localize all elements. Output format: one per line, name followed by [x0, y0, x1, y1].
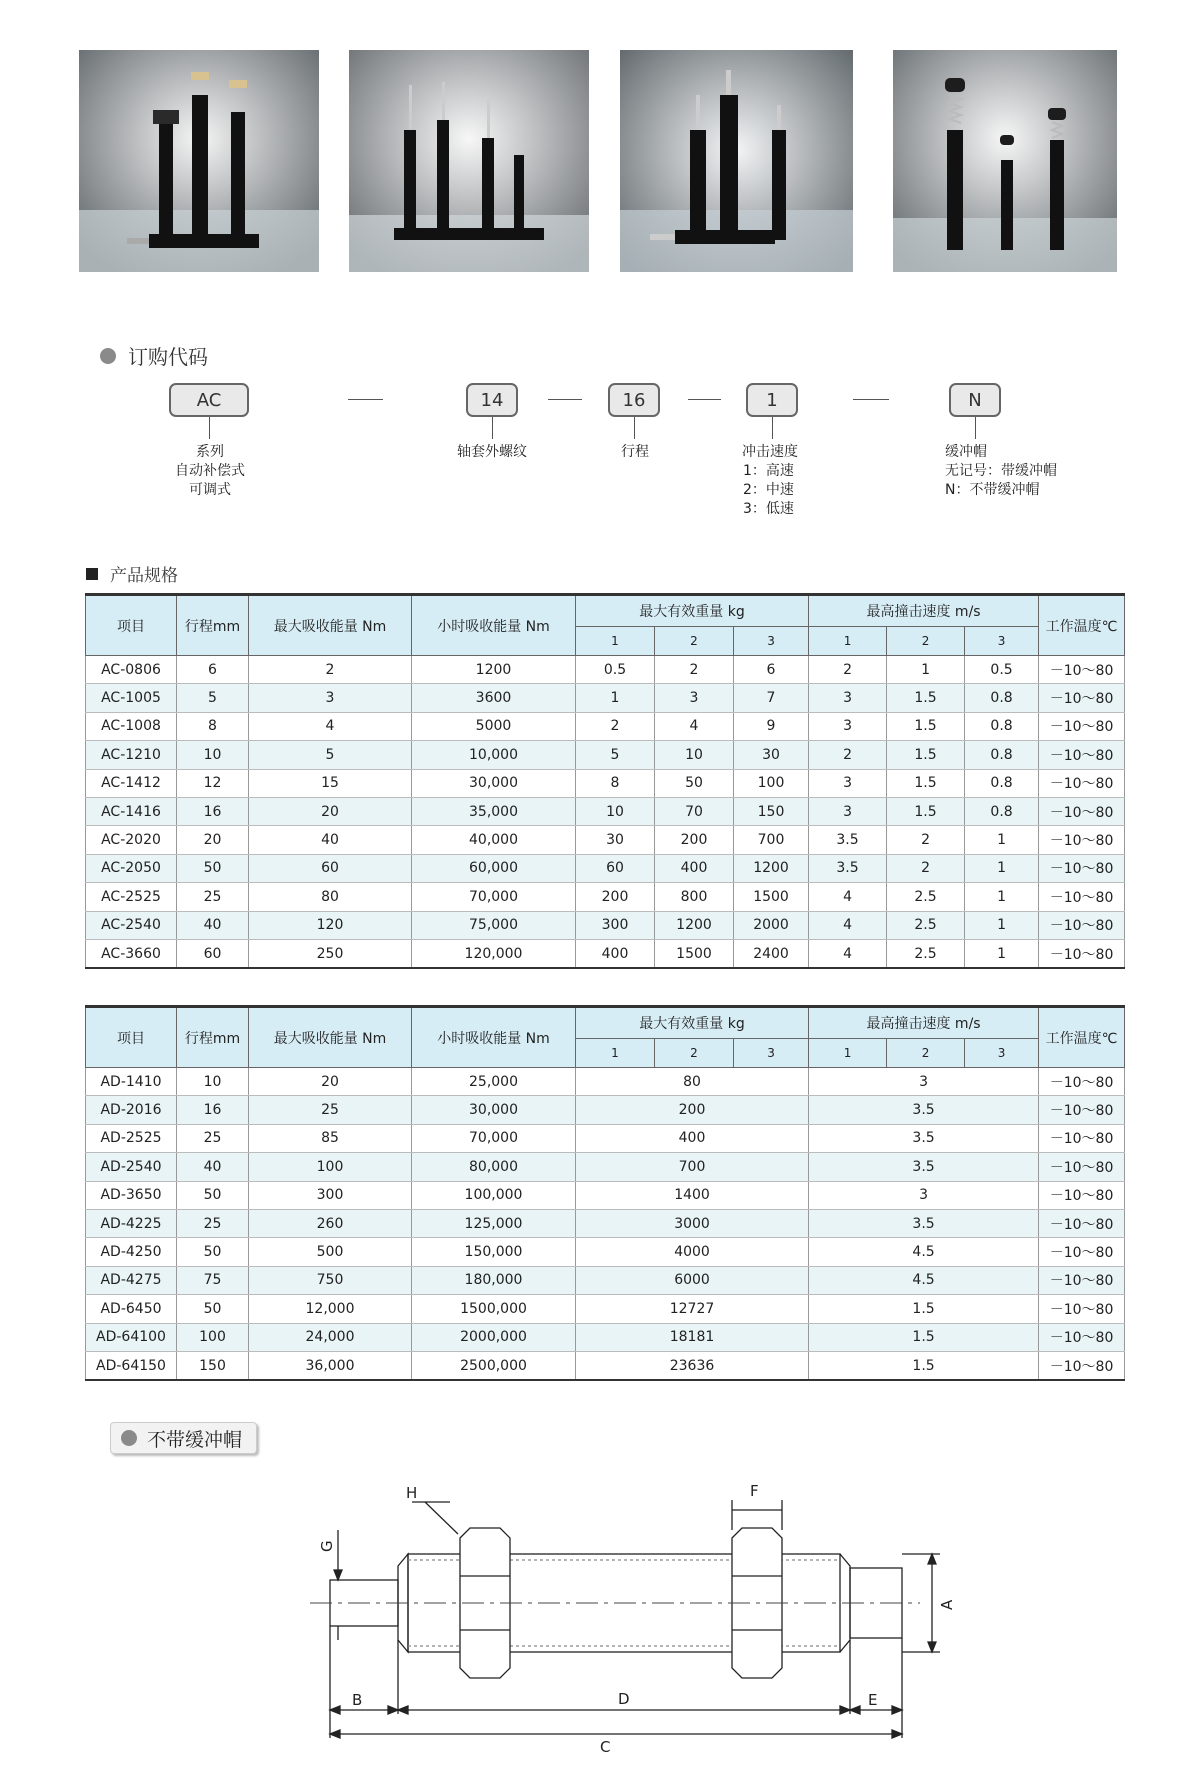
code-box-cap: N	[949, 383, 1001, 417]
table-cell: 2000,000	[412, 1323, 576, 1351]
table-cell: 20	[249, 797, 412, 825]
table-cell: －10～80	[1039, 684, 1125, 712]
code-desc-stroke: 行程	[621, 444, 649, 460]
table-cell: 3	[809, 712, 887, 740]
table-cell: 8	[576, 769, 655, 797]
table-cell: 4.5	[809, 1238, 1039, 1266]
table-cell: 400	[655, 854, 734, 882]
table-cell: 70	[655, 797, 734, 825]
table-cell: 40	[177, 1153, 249, 1181]
table-cell: AC-1005	[86, 684, 177, 712]
table-cell: 4.5	[809, 1266, 1039, 1294]
col-max-energy: 最大吸收能量 Nm	[249, 1007, 412, 1068]
col-max-weight: 最大有效重量 kg	[576, 595, 809, 627]
table-cell: －10～80	[1039, 1209, 1125, 1237]
table-cell: 50	[177, 1238, 249, 1266]
col-max-speed: 最高撞击速度 m/s	[809, 595, 1039, 627]
table-cell: AC-2050	[86, 854, 177, 882]
table-cell: 5	[576, 741, 655, 769]
table-cell: 2	[576, 712, 655, 740]
table-cell: 5000	[412, 712, 576, 740]
table-cell: 1.5	[887, 684, 965, 712]
table-cell: 20	[177, 826, 249, 854]
table-cell: 5	[249, 741, 412, 769]
table-cell: 1400	[576, 1181, 809, 1209]
table-cell: －10～80	[1039, 1323, 1125, 1351]
table-cell: 2500,000	[412, 1351, 576, 1380]
table-cell: 4	[655, 712, 734, 740]
table-cell: 16	[177, 1096, 249, 1124]
table-cell: 1200	[734, 854, 809, 882]
table-cell: －10～80	[1039, 1124, 1125, 1152]
col-temp: 工作温度℃	[1039, 595, 1125, 656]
table-cell: 150	[734, 797, 809, 825]
product-photo-2	[349, 50, 589, 272]
table-cell: 50	[177, 1181, 249, 1209]
table-cell: 300	[576, 911, 655, 939]
table-cell: 4000	[576, 1238, 809, 1266]
table-cell: AD-2016	[86, 1096, 177, 1124]
bullet-square-icon	[86, 568, 98, 580]
code-desc-cap: 缓冲帽 无记号：带缓冲帽 N：不带缓冲帽	[945, 444, 1057, 498]
col-stroke: 行程mm	[177, 1007, 249, 1068]
table-cell: 1	[965, 854, 1039, 882]
sub-col: 1	[809, 1039, 887, 1068]
table-row	[86, 1351, 1125, 1380]
table-cell: －10～80	[1039, 1351, 1125, 1380]
table-cell: 1.5	[809, 1323, 1039, 1351]
table-cell: 6000	[576, 1266, 809, 1294]
table-cell: －10～80	[1039, 797, 1125, 825]
table-cell: 1.5	[887, 797, 965, 825]
col-hour-energy: 小时吸收能量 Nm	[412, 1007, 576, 1068]
table-cell: 1	[965, 939, 1039, 968]
table-cell: －10～80	[1039, 656, 1125, 684]
table-cell: 40	[249, 826, 412, 854]
table-cell: 6	[734, 656, 809, 684]
table-cell: AD-64100	[86, 1323, 177, 1351]
code-stem	[209, 417, 210, 439]
table-cell: －10～80	[1039, 854, 1125, 882]
drawing-title: 不带缓冲帽	[110, 1422, 257, 1454]
table-cell: 30	[734, 741, 809, 769]
table-cell: 25,000	[412, 1068, 576, 1096]
table-row	[86, 1124, 1125, 1152]
table-cell: 1	[965, 911, 1039, 939]
code-box-stroke: 16	[608, 383, 660, 417]
table-cell: 2	[809, 656, 887, 684]
table-cell: 150,000	[412, 1238, 576, 1266]
sub-col: 2	[655, 1039, 734, 1068]
table-cell: AC-1412	[86, 769, 177, 797]
table-row	[86, 826, 1125, 854]
col-max-energy: 最大吸收能量 Nm	[249, 595, 412, 656]
table-cell: 2	[887, 854, 965, 882]
table-cell: 260	[249, 1209, 412, 1237]
table-row	[86, 1068, 1125, 1096]
table-cell: －10～80	[1039, 712, 1125, 740]
table-cell: 125,000	[412, 1209, 576, 1237]
table-row	[86, 911, 1125, 939]
table-cell: 16	[177, 797, 249, 825]
col-max-speed: 最高撞击速度 m/s	[809, 1007, 1039, 1039]
col-max-weight: 最大有效重量 kg	[576, 1007, 809, 1039]
table-cell: 500	[249, 1238, 412, 1266]
table-cell: AD-2540	[86, 1153, 177, 1181]
table-cell: 5	[177, 684, 249, 712]
sub-col: 2	[887, 1039, 965, 1068]
table-cell: 10,000	[412, 741, 576, 769]
dim-label-d: D	[618, 1690, 630, 1708]
table-cell: 1500	[655, 939, 734, 968]
table-cell: 50	[177, 854, 249, 882]
dim-label-a: A	[938, 1599, 956, 1610]
table-cell: 0.5	[965, 656, 1039, 684]
table-cell: 40	[177, 911, 249, 939]
table-cell: 300	[249, 1181, 412, 1209]
table-cell: AD-6450	[86, 1295, 177, 1323]
col-temp: 工作温度℃	[1039, 1007, 1125, 1068]
table-cell: 2.5	[887, 939, 965, 968]
dim-label-g: G	[318, 1540, 336, 1552]
table-cell: 20	[249, 1068, 412, 1096]
table-cell: 0.8	[965, 741, 1039, 769]
dim-label-e: E	[868, 1691, 878, 1709]
table-row	[86, 1323, 1125, 1351]
table-cell: 3.5	[809, 1096, 1039, 1124]
table-cell: 10	[177, 741, 249, 769]
table-row	[86, 1181, 1125, 1209]
table-cell: AD-2525	[86, 1124, 177, 1152]
dim-label-f: F	[750, 1482, 759, 1500]
table-cell: 1.5	[809, 1351, 1039, 1380]
table-cell: 3	[809, 797, 887, 825]
table-cell: 1.5	[887, 769, 965, 797]
table-cell: 2.5	[887, 883, 965, 911]
table-cell: 100	[249, 1153, 412, 1181]
table-cell: 180,000	[412, 1266, 576, 1294]
table-cell: 75,000	[412, 911, 576, 939]
table-cell: 1500,000	[412, 1295, 576, 1323]
col-stroke: 行程mm	[177, 595, 249, 656]
table-cell: 30	[576, 826, 655, 854]
table-cell: 400	[576, 939, 655, 968]
product-photo-4	[893, 50, 1117, 272]
table-cell: －10～80	[1039, 883, 1125, 911]
bullet-dot-icon	[100, 348, 116, 364]
table-cell: －10～80	[1039, 1181, 1125, 1209]
table-cell: 23636	[576, 1351, 809, 1380]
table-row	[86, 883, 1125, 911]
table-cell: 700	[576, 1153, 809, 1181]
table-row	[86, 854, 1125, 882]
table-cell: 0.8	[965, 712, 1039, 740]
table-cell: 75	[177, 1266, 249, 1294]
table-row	[86, 1153, 1125, 1181]
table-cell: AC-3660	[86, 939, 177, 968]
table-cell: 1.5	[887, 712, 965, 740]
table-cell: －10～80	[1039, 939, 1125, 968]
table-cell: 3000	[576, 1209, 809, 1237]
table-cell: 50	[655, 769, 734, 797]
table-cell: －10～80	[1039, 826, 1125, 854]
code-box-speed: 1	[746, 383, 798, 417]
order-code-title: 订购代码	[100, 341, 208, 370]
table-row	[86, 684, 1125, 712]
specs-title: 产品规格	[86, 561, 178, 586]
table-cell: AC-1210	[86, 741, 177, 769]
table-row	[86, 769, 1125, 797]
bullet-dot-icon	[121, 1430, 137, 1446]
table-cell: －10～80	[1039, 1096, 1125, 1124]
table-cell: 1	[965, 883, 1039, 911]
table-cell: 30,000	[412, 1096, 576, 1124]
table-cell: 12	[177, 769, 249, 797]
table-cell: AD-4275	[86, 1266, 177, 1294]
table-cell: 1.5	[887, 741, 965, 769]
table-cell: AC-1416	[86, 797, 177, 825]
table-cell: AD-1410	[86, 1068, 177, 1096]
table-cell: 2.5	[887, 911, 965, 939]
col-hour-energy: 小时吸收能量 Nm	[412, 595, 576, 656]
table-row	[86, 656, 1125, 684]
table-row	[86, 1295, 1125, 1323]
table-cell: 50	[177, 1295, 249, 1323]
table-cell: 9	[734, 712, 809, 740]
sub-col: 3	[734, 1039, 809, 1068]
table-cell: 1	[965, 826, 1039, 854]
table-cell: 0.5	[576, 656, 655, 684]
code-box-series: AC	[169, 383, 249, 417]
table-cell: 3.5	[809, 1153, 1039, 1181]
table-cell: 60	[177, 939, 249, 968]
table-cell: 120	[249, 911, 412, 939]
code-desc-speed: 冲击速度 1：高速 2：中速 3：低速	[742, 444, 798, 517]
ad-spec-table	[85, 1005, 1125, 1381]
table-cell: 2400	[734, 939, 809, 968]
table-cell: 7	[734, 684, 809, 712]
table-cell: 4	[809, 939, 887, 968]
table-cell: 800	[655, 883, 734, 911]
table-cell: 2	[809, 741, 887, 769]
table-cell: 400	[576, 1124, 809, 1152]
table-cell: 4	[809, 911, 887, 939]
table-cell: AD-64150	[86, 1351, 177, 1380]
table-cell: 70,000	[412, 883, 576, 911]
table-cell: －10～80	[1039, 1266, 1125, 1294]
table-cell: 1	[887, 656, 965, 684]
table-row	[86, 1096, 1125, 1124]
table-cell: 10	[177, 1068, 249, 1096]
table-cell: 4	[249, 712, 412, 740]
table-cell: 10	[576, 797, 655, 825]
table-cell: 40,000	[412, 826, 576, 854]
table-cell: 3	[809, 1068, 1039, 1096]
sub-col: 3	[965, 1039, 1039, 1068]
table-cell: 12727	[576, 1295, 809, 1323]
dim-label-c: C	[600, 1738, 611, 1756]
table-cell: AD-4225	[86, 1209, 177, 1237]
table-cell: 12,000	[249, 1295, 412, 1323]
table-cell: 25	[177, 883, 249, 911]
table-cell: AD-3650	[86, 1181, 177, 1209]
table-cell: 6	[177, 656, 249, 684]
table-cell: 700	[734, 826, 809, 854]
table-cell: 60,000	[412, 854, 576, 882]
table-cell: 3.5	[809, 826, 887, 854]
table-cell: 60	[249, 854, 412, 882]
table-row	[86, 797, 1125, 825]
table-cell: 60	[576, 854, 655, 882]
table-cell: 200	[655, 826, 734, 854]
table-cell: 15	[249, 769, 412, 797]
code-box-thread: 14	[466, 383, 518, 417]
table-cell: －10～80	[1039, 1238, 1125, 1266]
code-stem	[772, 417, 773, 439]
dim-label-h: H	[406, 1484, 418, 1502]
code-desc-thread: 轴套外螺纹	[457, 444, 527, 460]
table-row	[86, 1238, 1125, 1266]
table-cell: 4	[809, 883, 887, 911]
table-cell: AC-2020	[86, 826, 177, 854]
table-cell: 3.5	[809, 1209, 1039, 1237]
table-cell: 8	[177, 712, 249, 740]
table-cell: 0.8	[965, 797, 1039, 825]
table-cell: 3	[655, 684, 734, 712]
sub-col: 1	[576, 627, 655, 656]
table-cell: 750	[249, 1266, 412, 1294]
col-item: 项目	[86, 595, 177, 656]
table-cell: 0.8	[965, 684, 1039, 712]
table-cell: 25	[177, 1209, 249, 1237]
code-desc-series: 系列 自动补偿式 可调式	[175, 444, 245, 498]
table-row	[86, 1209, 1125, 1237]
table-cell: 3	[809, 1181, 1039, 1209]
code-dash	[853, 399, 889, 400]
code-dash	[688, 399, 721, 400]
sub-col: 2	[655, 627, 734, 656]
table-row	[86, 939, 1125, 968]
table-cell: 3.5	[809, 854, 887, 882]
table-cell: 3	[809, 684, 887, 712]
sub-col: 3	[965, 627, 1039, 656]
table-row	[86, 741, 1125, 769]
table-cell: 120,000	[412, 939, 576, 968]
table-cell: 35,000	[412, 797, 576, 825]
table-cell: 24,000	[249, 1323, 412, 1351]
table-cell: －10～80	[1039, 741, 1125, 769]
sub-col: 1	[809, 627, 887, 656]
table-cell: 250	[249, 939, 412, 968]
table-cell: 200	[576, 1096, 809, 1124]
code-stem	[975, 417, 976, 439]
code-dash	[348, 399, 383, 400]
table-cell: 80	[576, 1068, 809, 1096]
table-cell: 30,000	[412, 769, 576, 797]
table-cell: 200	[576, 883, 655, 911]
table-cell: －10～80	[1039, 769, 1125, 797]
table-cell: －10～80	[1039, 1068, 1125, 1096]
table-cell: 3.5	[809, 1124, 1039, 1152]
table-cell: AC-1008	[86, 712, 177, 740]
sub-col: 2	[887, 627, 965, 656]
sub-col: 3	[734, 627, 809, 656]
table-cell: 0.8	[965, 769, 1039, 797]
table-cell: 2	[887, 826, 965, 854]
table-row	[86, 712, 1125, 740]
table-cell: 100,000	[412, 1181, 576, 1209]
table-cell: －10～80	[1039, 911, 1125, 939]
table-cell: －10～80	[1039, 1295, 1125, 1323]
code-stem	[492, 417, 493, 439]
table-cell: 2000	[734, 911, 809, 939]
table-cell: AC-2540	[86, 911, 177, 939]
table-cell: 100	[734, 769, 809, 797]
table-cell: 36,000	[249, 1351, 412, 1380]
table-cell: 3600	[412, 684, 576, 712]
table-cell: 3	[809, 769, 887, 797]
table-cell: AC-0806	[86, 656, 177, 684]
table-cell: 150	[177, 1351, 249, 1380]
col-item: 项目	[86, 1007, 177, 1068]
dimension-drawing	[300, 1470, 980, 1760]
table-cell: 25	[249, 1096, 412, 1124]
table-cell: 100	[177, 1323, 249, 1351]
table-cell: AD-4250	[86, 1238, 177, 1266]
table-cell: 85	[249, 1124, 412, 1152]
code-dash	[548, 399, 582, 400]
table-cell: 18181	[576, 1323, 809, 1351]
table-cell: 25	[177, 1124, 249, 1152]
table-row	[86, 1266, 1125, 1294]
table-cell: 80	[249, 883, 412, 911]
product-photo-1	[79, 50, 319, 272]
product-photo-3	[620, 50, 853, 272]
table-cell: 70,000	[412, 1124, 576, 1152]
table-cell: 3	[249, 684, 412, 712]
table-cell: 1500	[734, 883, 809, 911]
table-cell: 2	[655, 656, 734, 684]
table-cell: 80,000	[412, 1153, 576, 1181]
table-cell: AC-2525	[86, 883, 177, 911]
table-cell: 1	[576, 684, 655, 712]
table-cell: 10	[655, 741, 734, 769]
table-cell: 1200	[655, 911, 734, 939]
code-stem	[634, 417, 635, 439]
table-cell: 1.5	[809, 1295, 1039, 1323]
sub-col: 1	[576, 1039, 655, 1068]
table-cell: 2	[249, 656, 412, 684]
table-cell: 1200	[412, 656, 576, 684]
ac-spec-table	[85, 593, 1125, 969]
dim-label-b: B	[352, 1691, 363, 1709]
table-cell: －10～80	[1039, 1153, 1125, 1181]
